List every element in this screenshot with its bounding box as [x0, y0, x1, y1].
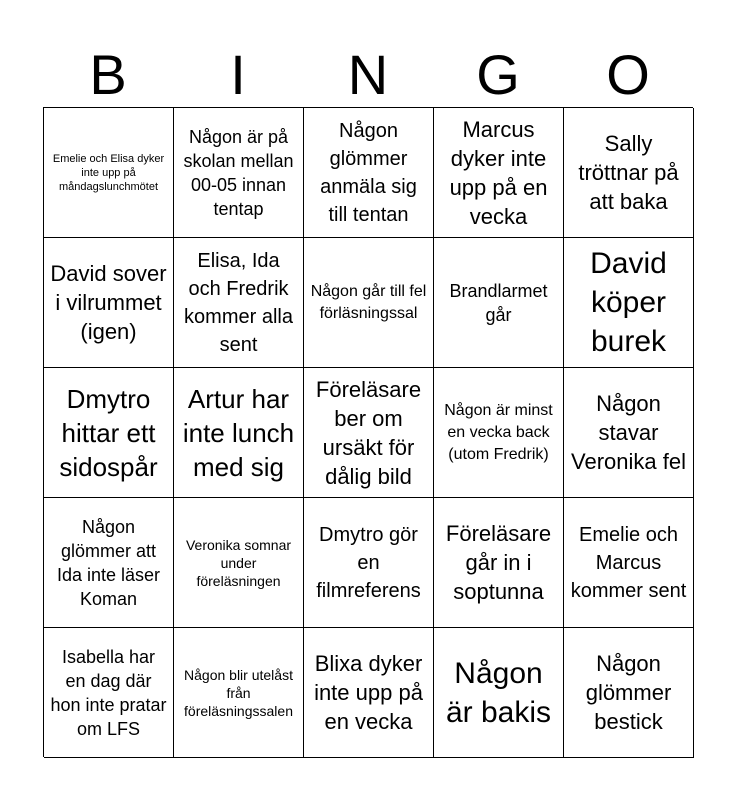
bingo-cell[interactable]	[44, 108, 174, 238]
cell-text: Någon är på skolan mellan 00-05 innan tentap	[183, 126, 294, 219]
header-letter-o: O	[606, 43, 650, 106]
cell-text: Emelie och Elisa dyker inte upp på måndagslunchmötet	[52, 152, 165, 193]
bingo-cell[interactable]	[44, 498, 174, 628]
bingo-cell[interactable]	[564, 108, 694, 238]
bingo-cell[interactable]	[434, 368, 564, 498]
bingo-cell[interactable]	[304, 368, 434, 498]
header-letter-n: N	[347, 43, 389, 106]
bingo-cell[interactable]	[304, 238, 434, 368]
bingo-cell[interactable]	[434, 108, 564, 238]
bingo-cell[interactable]	[44, 628, 174, 758]
cell-text: Någon glömmer att Ida inte läser Koman	[56, 516, 161, 609]
bingo-cell[interactable]	[564, 628, 694, 758]
header-letter-i: I	[230, 43, 246, 106]
bingo-cell[interactable]	[174, 498, 304, 628]
bingo-cell[interactable]	[434, 628, 564, 758]
cell-text: Marcus dyker inte upp på en vecka	[449, 116, 548, 229]
bingo-cell[interactable]	[564, 368, 694, 498]
bingo-cell[interactable]	[174, 368, 304, 498]
cell-text: Emelie och Marcus kommer sent	[570, 523, 687, 602]
cell-text: Elisa, Ida och Fredrik kommer alla sent	[184, 249, 293, 356]
bingo-cell[interactable]	[174, 238, 304, 368]
bingo-cell[interactable]	[44, 368, 174, 498]
cell-text: Artur har inte lunch med sig	[182, 383, 295, 482]
cell-text: Någon går till fel förläsningssal	[310, 282, 427, 322]
cell-text: David sover i vilrummet (igen)	[50, 261, 167, 344]
cell-text: Dmytro gör en filmreferens	[316, 523, 421, 602]
header-letter-g: G	[476, 43, 520, 106]
cell-text: Föreläsare går in i soptunna	[445, 521, 552, 604]
cell-text: Sally tröttnar på att baka	[578, 131, 679, 214]
cell-text: Någon blir utelåst från föreläsningssalen	[184, 666, 293, 719]
cell-text: Veronika somnar under föreläsningen	[185, 536, 292, 589]
bingo-cell[interactable]	[174, 628, 304, 758]
cell-text: Någon är bakis	[445, 656, 552, 729]
cell-text: Dmytro hittar ett sidospår	[59, 383, 158, 482]
cell-text: Brandlarmet går	[449, 280, 548, 325]
cell-text: Någon glömmer bestick	[585, 651, 672, 734]
cell-text: Någon stavar Veronika fel	[571, 391, 686, 474]
cell-text: David köper burek	[590, 247, 667, 358]
bingo-card-grid	[43, 107, 693, 757]
bingo-header	[43, 44, 693, 106]
bingo-cell[interactable]	[44, 238, 174, 368]
cell-text: Någon är minst en vecka back (utom Fredrik)	[444, 401, 553, 463]
cell-text: Någon glömmer anmäla sig till tentan	[320, 119, 417, 226]
bingo-cell[interactable]	[304, 498, 434, 628]
cell-text: Föreläsare ber om ursäkt för dålig bild	[315, 376, 422, 489]
bingo-cell[interactable]	[174, 108, 304, 238]
bingo-cell[interactable]	[434, 498, 564, 628]
cell-text: Isabella har en dag där hon inte pratar om LFS	[50, 646, 167, 739]
header-letter-b: B	[89, 43, 127, 106]
cell-text: Blixa dyker inte upp på en vecka	[314, 651, 423, 734]
bingo-cell[interactable]	[304, 628, 434, 758]
bingo-cell[interactable]	[564, 238, 694, 368]
bingo-cell[interactable]	[434, 238, 564, 368]
bingo-cell[interactable]	[564, 498, 694, 628]
bingo-cell[interactable]	[304, 108, 434, 238]
